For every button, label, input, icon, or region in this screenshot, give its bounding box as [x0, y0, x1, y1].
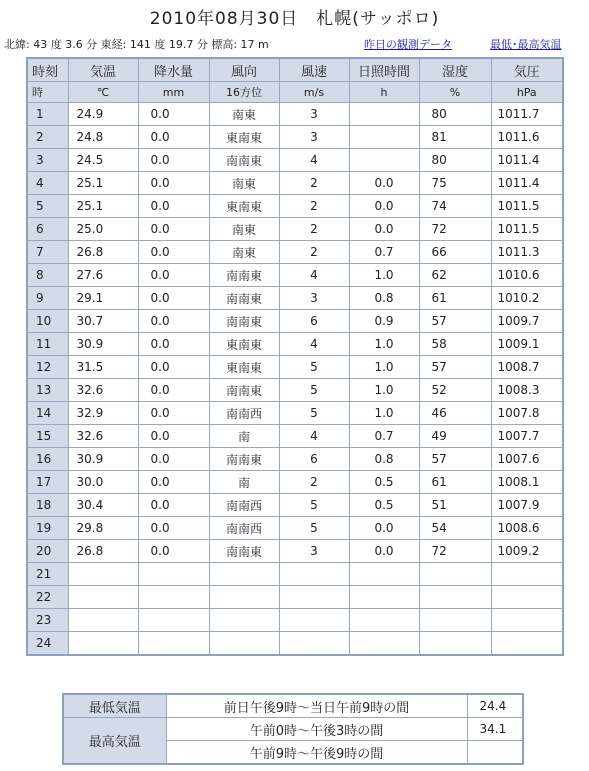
cell-precipitation: 0.0	[138, 103, 209, 126]
cell-wind-direction: 南南東	[209, 264, 279, 287]
cell-sunshine: 1.0	[349, 333, 419, 356]
cell-sunshine: 1.0	[349, 264, 419, 287]
unit-hour: 時	[27, 82, 68, 103]
cell-humidity: 49	[419, 425, 491, 448]
cell-hour: 22	[27, 586, 68, 609]
cell-wind-speed	[279, 632, 349, 656]
column-header-hour: 時刻	[27, 58, 68, 82]
cell-wind-direction: 南	[209, 425, 279, 448]
cell-hour: 18	[27, 494, 68, 517]
cell-temperature: 24.5	[68, 149, 138, 172]
cell-wind-speed: 5	[279, 494, 349, 517]
cell-pressure: 1011.4	[491, 149, 563, 172]
cell-wind-speed: 4	[279, 425, 349, 448]
cell-wind-speed: 4	[279, 333, 349, 356]
min-temperature-period: 前日午後9時～当日午前9時の間	[166, 694, 467, 718]
cell-sunshine	[349, 563, 419, 586]
cell-hour: 7	[27, 241, 68, 264]
cell-hour: 14	[27, 402, 68, 425]
cell-humidity	[419, 586, 491, 609]
cell-pressure	[491, 586, 563, 609]
cell-pressure: 1010.2	[491, 287, 563, 310]
header-row	[27, 58, 563, 82]
cell-pressure: 1008.1	[491, 471, 563, 494]
unit-precipitation: mm	[138, 82, 209, 103]
cell-temperature	[68, 563, 138, 586]
cell-sunshine: 0.5	[349, 471, 419, 494]
cell-hour: 17	[27, 471, 68, 494]
cell-precipitation	[138, 563, 209, 586]
cell-precipitation: 0.0	[138, 310, 209, 333]
cell-humidity: 80	[419, 149, 491, 172]
table-row	[27, 333, 563, 356]
cell-sunshine: 1.0	[349, 379, 419, 402]
table-row	[27, 172, 563, 195]
cell-temperature: 30.9	[68, 448, 138, 471]
cell-pressure: 1007.6	[491, 448, 563, 471]
cell-temperature: 27.6	[68, 264, 138, 287]
cell-sunshine	[349, 126, 419, 149]
unit-pressure: hPa	[491, 82, 563, 103]
max-temperature-label: 最高気温	[63, 718, 166, 765]
cell-humidity: 57	[419, 310, 491, 333]
cell-pressure: 1007.9	[491, 494, 563, 517]
cell-wind-speed: 2	[279, 241, 349, 264]
cell-pressure: 1008.3	[491, 379, 563, 402]
table-row	[27, 609, 563, 632]
cell-wind-direction: 東南東	[209, 333, 279, 356]
cell-pressure: 1007.8	[491, 402, 563, 425]
table-row	[27, 264, 563, 287]
cell-wind-speed: 3	[279, 287, 349, 310]
cell-temperature: 31.5	[68, 356, 138, 379]
cell-wind-direction: 南南西	[209, 517, 279, 540]
cell-hour: 11	[27, 333, 68, 356]
cell-sunshine: 0.0	[349, 172, 419, 195]
cell-sunshine: 0.9	[349, 310, 419, 333]
cell-pressure: 1011.7	[491, 103, 563, 126]
cell-precipitation: 0.0	[138, 517, 209, 540]
cell-humidity: 72	[419, 540, 491, 563]
column-header-temperature: 気温	[68, 58, 138, 82]
cell-humidity: 81	[419, 126, 491, 149]
cell-precipitation: 0.0	[138, 540, 209, 563]
cell-sunshine: 1.0	[349, 356, 419, 379]
table-row	[27, 425, 563, 448]
cell-precipitation: 0.0	[138, 356, 209, 379]
cell-wind-speed: 2	[279, 195, 349, 218]
cell-wind-direction	[209, 632, 279, 656]
cell-humidity: 75	[419, 172, 491, 195]
cell-precipitation: 0.0	[138, 218, 209, 241]
max-temperature-row-1	[63, 718, 523, 741]
cell-sunshine: 0.0	[349, 517, 419, 540]
cell-precipitation: 0.0	[138, 287, 209, 310]
cell-temperature: 30.0	[68, 471, 138, 494]
cell-temperature: 30.9	[68, 333, 138, 356]
cell-wind-direction: 南南東	[209, 149, 279, 172]
table-row	[27, 126, 563, 149]
observation-table	[26, 57, 564, 656]
cell-precipitation: 0.0	[138, 241, 209, 264]
cell-temperature: 26.8	[68, 540, 138, 563]
cell-hour: 23	[27, 609, 68, 632]
column-header-pressure: 気圧	[491, 58, 563, 82]
cell-hour: 5	[27, 195, 68, 218]
cell-humidity	[419, 632, 491, 656]
cell-wind-speed: 3	[279, 540, 349, 563]
cell-pressure: 1011.5	[491, 195, 563, 218]
cell-sunshine	[349, 609, 419, 632]
unit-wind-direction: 16方位	[209, 82, 279, 103]
cell-hour: 10	[27, 310, 68, 333]
cell-wind-direction: 東南東	[209, 195, 279, 218]
cell-wind-direction: 南南西	[209, 402, 279, 425]
cell-humidity: 57	[419, 448, 491, 471]
cell-temperature: 26.8	[68, 241, 138, 264]
max-temperature-value-2	[467, 741, 523, 765]
cell-precipitation	[138, 586, 209, 609]
table-row	[27, 448, 563, 471]
table-row	[27, 195, 563, 218]
cell-sunshine: 1.0	[349, 402, 419, 425]
station-coordinates: 北緯: 43 度 3.6 分 東経: 141 度 19.7 分 標高: 17 m	[4, 38, 269, 51]
cell-sunshine	[349, 149, 419, 172]
cell-temperature: 32.9	[68, 402, 138, 425]
cell-wind-direction: 東南東	[209, 356, 279, 379]
cell-pressure: 1007.7	[491, 425, 563, 448]
column-header-humidity: 湿度	[419, 58, 491, 82]
cell-temperature: 25.0	[68, 218, 138, 241]
cell-wind-speed: 3	[279, 103, 349, 126]
cell-wind-speed	[279, 586, 349, 609]
cell-wind-direction: 南南西	[209, 494, 279, 517]
cell-humidity: 58	[419, 333, 491, 356]
cell-humidity: 80	[419, 103, 491, 126]
cell-precipitation: 0.0	[138, 494, 209, 517]
table-row	[27, 632, 563, 656]
max-temperature-value-1: 34.1	[467, 718, 523, 741]
unit-wind-speed: m/s	[279, 82, 349, 103]
cell-hour: 3	[27, 149, 68, 172]
cell-pressure: 1009.7	[491, 310, 563, 333]
cell-wind-direction	[209, 586, 279, 609]
table-row	[27, 218, 563, 241]
cell-hour: 6	[27, 218, 68, 241]
cell-pressure: 1010.6	[491, 264, 563, 287]
cell-precipitation	[138, 609, 209, 632]
cell-wind-speed: 5	[279, 356, 349, 379]
extreme-temperature-table	[62, 693, 524, 765]
cell-temperature: 32.6	[68, 379, 138, 402]
cell-hour: 4	[27, 172, 68, 195]
cell-humidity: 72	[419, 218, 491, 241]
cell-precipitation: 0.0	[138, 402, 209, 425]
table-row	[27, 310, 563, 333]
cell-wind-speed	[279, 609, 349, 632]
cell-temperature	[68, 609, 138, 632]
cell-sunshine: 0.5	[349, 494, 419, 517]
column-header-wind-speed: 風速	[279, 58, 349, 82]
table-row	[27, 287, 563, 310]
cell-wind-speed: 5	[279, 517, 349, 540]
cell-sunshine: 0.7	[349, 241, 419, 264]
cell-pressure	[491, 632, 563, 656]
page-title: 2010年08月30日 札幌(サッポロ)	[149, 9, 440, 29]
cell-pressure	[491, 609, 563, 632]
cell-sunshine: 0.0	[349, 218, 419, 241]
cell-wind-direction: 南	[209, 471, 279, 494]
cell-hour: 9	[27, 287, 68, 310]
table-row	[27, 563, 563, 586]
cell-precipitation: 0.0	[138, 379, 209, 402]
cell-humidity: 74	[419, 195, 491, 218]
cell-wind-speed: 2	[279, 471, 349, 494]
cell-pressure: 1009.2	[491, 540, 563, 563]
cell-temperature: 29.8	[68, 517, 138, 540]
cell-pressure: 1011.4	[491, 172, 563, 195]
cell-wind-speed: 4	[279, 149, 349, 172]
column-header-wind-direction: 風向	[209, 58, 279, 82]
cell-temperature: 24.9	[68, 103, 138, 126]
min-temperature-value: 24.4	[467, 694, 523, 718]
table-row	[27, 540, 563, 563]
cell-pressure: 1011.3	[491, 241, 563, 264]
cell-precipitation	[138, 632, 209, 656]
min-temperature-label: 最低気温	[63, 694, 166, 718]
cell-humidity	[419, 563, 491, 586]
table-row	[27, 103, 563, 126]
unit-temperature: ℃	[68, 82, 138, 103]
cell-sunshine: 0.8	[349, 448, 419, 471]
cell-wind-speed: 4	[279, 264, 349, 287]
table-row	[27, 402, 563, 425]
cell-pressure	[491, 563, 563, 586]
cell-humidity: 61	[419, 471, 491, 494]
cell-temperature: 32.6	[68, 425, 138, 448]
cell-sunshine: 0.0	[349, 540, 419, 563]
cell-hour: 12	[27, 356, 68, 379]
table-row	[27, 379, 563, 402]
min-max-temperature-link[interactable]: 最低･最高気温	[490, 38, 562, 51]
cell-sunshine: 0.8	[349, 287, 419, 310]
cell-humidity: 54	[419, 517, 491, 540]
cell-temperature: 30.4	[68, 494, 138, 517]
cell-temperature: 25.1	[68, 172, 138, 195]
cell-precipitation: 0.0	[138, 172, 209, 195]
cell-sunshine	[349, 632, 419, 656]
cell-wind-direction: 南東	[209, 218, 279, 241]
cell-temperature: 24.8	[68, 126, 138, 149]
cell-humidity: 62	[419, 264, 491, 287]
cell-wind-speed: 2	[279, 172, 349, 195]
cell-wind-speed: 6	[279, 448, 349, 471]
cell-humidity: 46	[419, 402, 491, 425]
cell-humidity	[419, 609, 491, 632]
cell-wind-speed: 5	[279, 402, 349, 425]
cell-precipitation: 0.0	[138, 126, 209, 149]
cell-hour: 13	[27, 379, 68, 402]
min-temperature-row	[63, 694, 523, 718]
cell-wind-speed: 3	[279, 126, 349, 149]
cell-wind-direction: 南南東	[209, 540, 279, 563]
table-row	[27, 241, 563, 264]
cell-temperature: 25.1	[68, 195, 138, 218]
cell-hour: 1	[27, 103, 68, 126]
max-temperature-period-1: 午前0時～午後3時の間	[166, 718, 467, 741]
cell-wind-direction: 南南東	[209, 287, 279, 310]
cell-hour: 15	[27, 425, 68, 448]
yesterday-data-link[interactable]: 昨日の観測データ	[364, 38, 452, 51]
cell-precipitation: 0.0	[138, 264, 209, 287]
cell-hour: 2	[27, 126, 68, 149]
station-info	[4, 36, 588, 52]
cell-humidity: 52	[419, 379, 491, 402]
column-header-sunshine: 日照時間	[349, 58, 419, 82]
cell-temperature	[68, 586, 138, 609]
table-row	[27, 149, 563, 172]
cell-hour: 21	[27, 563, 68, 586]
unit-row	[27, 82, 563, 103]
cell-humidity: 61	[419, 287, 491, 310]
table-row	[27, 471, 563, 494]
table-row	[27, 517, 563, 540]
cell-pressure: 1009.1	[491, 333, 563, 356]
cell-precipitation: 0.0	[138, 425, 209, 448]
cell-humidity: 51	[419, 494, 491, 517]
table-row	[27, 494, 563, 517]
cell-temperature: 30.7	[68, 310, 138, 333]
cell-sunshine	[349, 103, 419, 126]
cell-wind-direction: 南東	[209, 241, 279, 264]
cell-precipitation: 0.0	[138, 149, 209, 172]
cell-wind-direction	[209, 563, 279, 586]
cell-hour: 19	[27, 517, 68, 540]
cell-wind-speed: 2	[279, 218, 349, 241]
cell-wind-speed: 5	[279, 379, 349, 402]
cell-wind-direction: 南南東	[209, 448, 279, 471]
cell-hour: 16	[27, 448, 68, 471]
cell-wind-direction	[209, 609, 279, 632]
cell-sunshine	[349, 586, 419, 609]
cell-precipitation: 0.0	[138, 471, 209, 494]
table-row	[27, 356, 563, 379]
column-header-precipitation: 降水量	[138, 58, 209, 82]
cell-wind-direction: 南東	[209, 103, 279, 126]
unit-humidity: %	[419, 82, 491, 103]
cell-wind-direction: 東南東	[209, 126, 279, 149]
cell-pressure: 1008.6	[491, 517, 563, 540]
cell-sunshine: 0.0	[349, 195, 419, 218]
cell-wind-direction: 南南東	[209, 310, 279, 333]
table-row	[27, 586, 563, 609]
cell-wind-direction: 南南東	[209, 379, 279, 402]
cell-pressure: 1011.6	[491, 126, 563, 149]
cell-pressure: 1008.7	[491, 356, 563, 379]
cell-hour: 24	[27, 632, 68, 656]
cell-wind-speed: 6	[279, 310, 349, 333]
cell-wind-speed	[279, 563, 349, 586]
unit-sunshine: h	[349, 82, 419, 103]
cell-humidity: 57	[419, 356, 491, 379]
cell-temperature: 29.1	[68, 287, 138, 310]
cell-hour: 20	[27, 540, 68, 563]
cell-temperature	[68, 632, 138, 656]
cell-precipitation: 0.0	[138, 448, 209, 471]
cell-precipitation: 0.0	[138, 333, 209, 356]
cell-humidity: 66	[419, 241, 491, 264]
cell-sunshine: 0.7	[349, 425, 419, 448]
max-temperature-period-2: 午前9時～午後9時の間	[166, 741, 467, 765]
cell-precipitation: 0.0	[138, 195, 209, 218]
cell-hour: 8	[27, 264, 68, 287]
cell-wind-direction: 南東	[209, 172, 279, 195]
cell-pressure: 1011.5	[491, 218, 563, 241]
